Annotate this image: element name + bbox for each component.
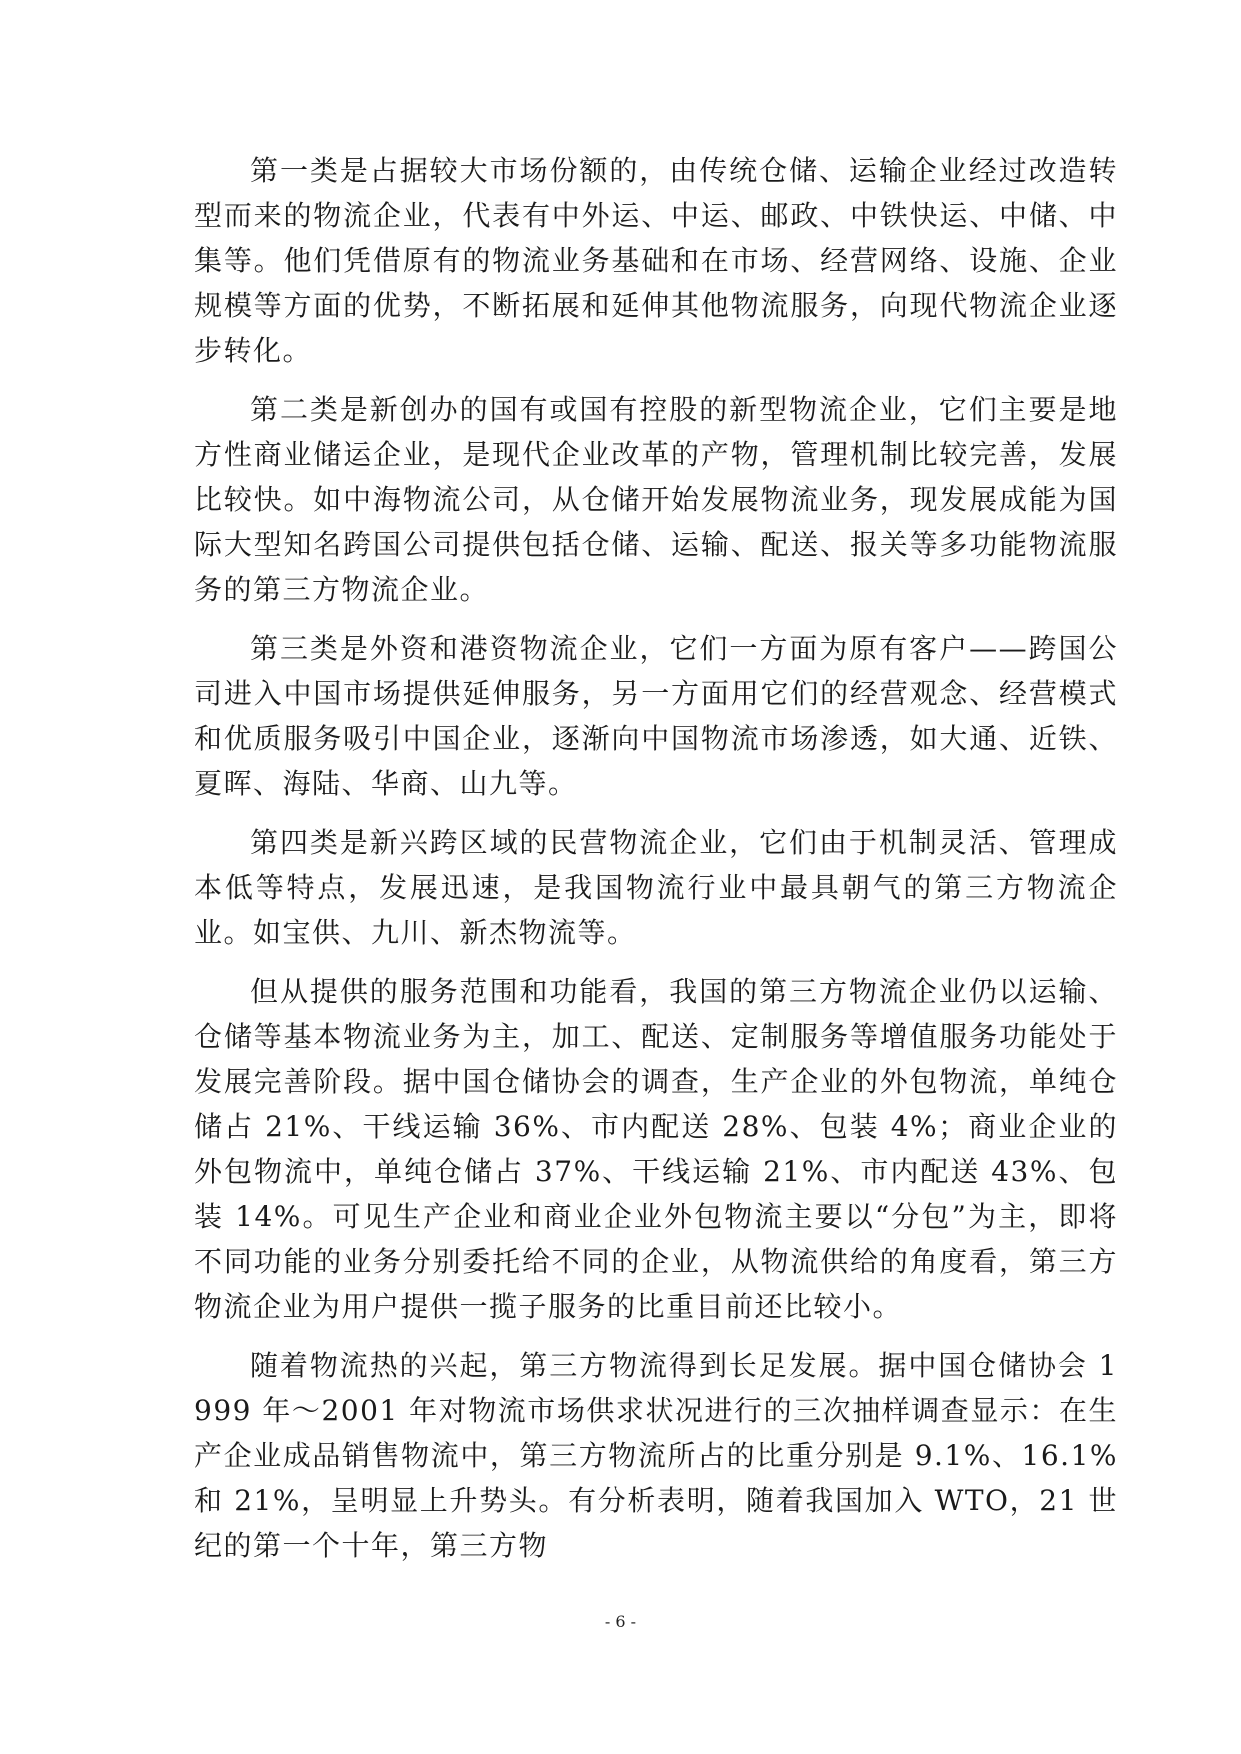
- paragraph-service-scope: 但从提供的服务范围和功能看，我国的第三方物流企业仍以运输、仓储等基本物流业务为主，加工、配送、定制服务等增值服务功能处于发展完善阶段。据中国仓储协会的调查，生产企业的外包物流，单纯仓储占 21%、干线运输 36%、市内配送 28%、包装 4%；商业企业的外包物流中，单纯仓储占 37%、干线运输 21%、市内配送 43%、包装 14%。可见生产企业和商业企业外包物流主要以“分包”为主，即将不同功能的业务分别委托给不同的企业，从物流供给的角度看，第三方物流企业为用户提供一揽子服务的比重目前还比较小。: [194, 975, 1118, 1323]
- page-number: - 6 -: [604, 1612, 637, 1631]
- paragraph-category-4: 第四类是新兴跨区域的民营物流企业，它们由于机制灵活、管理成本低等特点，发展迅速，是我国物流行业中最具朝气的第三方物流企业。如宝供、九川、新杰物流等。: [194, 826, 1118, 949]
- paragraph-category-2: 第二类是新创办的国有或国有控股的新型物流企业，它们主要是地方性商业储运企业，是现代企业改革的产物，管理机制比较完善，发展比较快。如中海物流公司，从仓储开始发展物流业务，现发展成能为国际大型知名跨国公司提供包括仓储、运输、配送、报关等多功能物流服务的第三方物流企业。: [194, 393, 1118, 606]
- paragraph-category-3: 第三类是外资和港资物流企业，它们一方面为原有客户——跨国公司进入中国市场提供延伸服务，另一方面用它们的经营观念、经营模式和优质服务吸引中国企业，逐渐向中国物流市场渗透，如大通、近铁、夏晖、海陆、华商、山九等。: [194, 632, 1118, 800]
- paragraph-category-1: 第一类是占据较大市场份额的，由传统仓储、运输企业经过改造转型而来的物流企业，代表有中外运、中运、邮政、中铁快运、中储、中集等。他们凭借原有的物流业务基础和在市场、经营网络、设施、企业规模等方面的优势，不断拓展和延伸其他物流服务，向现代物流企业逐步转化。: [194, 154, 1118, 367]
- paragraph-market-growth: 随着物流热的兴起，第三方物流得到长足发展。据中国仓储协会 1999 年～2001 年对物流市场供求状况进行的三次抽样调查显示：在生产企业成品销售物流中，第三方物流所占的比重分别是 9.1%、16.1%和 21%，呈明显上升势头。有分析表明，随着我国加入 WTO，21 世纪的第一个十年，第三方物: [194, 1349, 1118, 1562]
- document-body: [194, 148, 1118, 1582]
